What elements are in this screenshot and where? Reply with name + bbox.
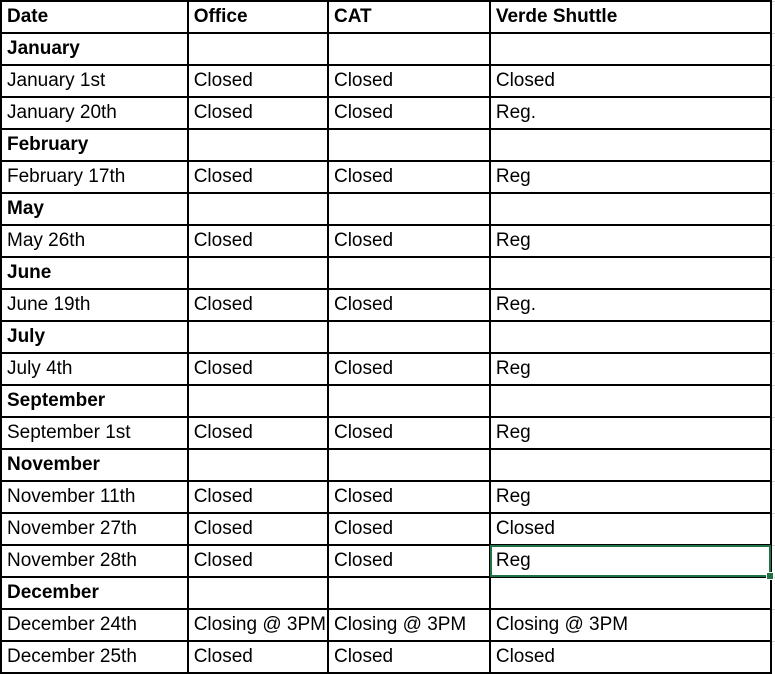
cell-verde[interactable] — [490, 321, 771, 353]
cell-date[interactable]: December — [1, 577, 188, 609]
cell-verde[interactable] — [490, 33, 771, 65]
cell-office[interactable]: Closed — [188, 481, 328, 513]
cell-office[interactable]: Closed — [188, 545, 328, 577]
cell-office[interactable] — [188, 257, 328, 289]
cell-cat[interactable]: Closed — [328, 353, 490, 385]
month-row — [1, 33, 775, 65]
cell-date[interactable]: November 27th — [1, 513, 188, 545]
cell-date[interactable]: September — [1, 385, 188, 417]
cell-verde[interactable]: Reg — [490, 481, 771, 513]
cell-date[interactable]: July — [1, 321, 188, 353]
cell-cat[interactable]: Closed — [328, 225, 490, 257]
cell-date[interactable]: May 26th — [1, 225, 188, 257]
table-row — [1, 513, 775, 545]
cell-date[interactable]: November — [1, 449, 188, 481]
cell-office[interactable]: Closed — [188, 641, 328, 673]
cell-verde[interactable] — [490, 129, 771, 161]
table-row — [1, 641, 775, 673]
cell-cat[interactable]: Closing @ 3PM — [328, 609, 490, 641]
gridline-stub — [771, 289, 775, 321]
gridline-stub — [771, 609, 775, 641]
gridline-stub — [771, 481, 775, 513]
cell-cat[interactable]: Closed — [328, 289, 490, 321]
gridline-stub — [771, 1, 775, 33]
cell-verde[interactable]: Reg — [490, 545, 771, 577]
cell-verde[interactable]: Reg — [490, 225, 771, 257]
cell-cat[interactable] — [328, 33, 490, 65]
cell-verde[interactable]: Reg. — [490, 289, 771, 321]
cell-verde[interactable]: Reg — [490, 161, 771, 193]
fill-handle[interactable] — [766, 572, 774, 580]
gridline-stub — [771, 225, 775, 257]
cell-cat[interactable] — [328, 321, 490, 353]
gridline-stub — [771, 97, 775, 129]
column-header-office[interactable]: Office — [188, 1, 328, 33]
gridline-stub — [771, 193, 775, 225]
cell-cat[interactable] — [328, 449, 490, 481]
cell-cat[interactable]: Closed — [328, 545, 490, 577]
column-header-verde[interactable]: Verde Shuttle — [490, 1, 771, 33]
cell-verde[interactable]: Closed — [490, 513, 771, 545]
table-row — [1, 353, 775, 385]
cell-date[interactable]: December 25th — [1, 641, 188, 673]
cell-verde[interactable]: Reg — [490, 417, 771, 449]
cell-office[interactable]: Closed — [188, 65, 328, 97]
cell-office[interactable] — [188, 33, 328, 65]
cell-verde[interactable] — [490, 385, 771, 417]
cell-date[interactable]: June — [1, 257, 188, 289]
cell-date[interactable]: December 24th — [1, 609, 188, 641]
cell-cat[interactable]: Closed — [328, 481, 490, 513]
month-row — [1, 577, 775, 609]
cell-date[interactable]: January 20th — [1, 97, 188, 129]
cell-verde[interactable] — [490, 193, 771, 225]
month-row — [1, 193, 775, 225]
cell-date[interactable]: November 28th — [1, 545, 188, 577]
cell-verde[interactable]: Reg — [490, 353, 771, 385]
table-row — [1, 225, 775, 257]
gridline-stub — [771, 161, 775, 193]
cell-office[interactable]: Closing @ 3PM — [188, 609, 328, 641]
month-row — [1, 129, 775, 161]
table-row — [1, 417, 775, 449]
cell-cat[interactable]: Closed — [328, 161, 490, 193]
table-row — [1, 161, 775, 193]
cell-verde[interactable]: Reg. — [490, 97, 771, 129]
cell-office[interactable]: Closed — [188, 513, 328, 545]
gridline-stub — [771, 577, 775, 609]
cell-office[interactable]: Closed — [188, 289, 328, 321]
cell-date[interactable]: May — [1, 193, 188, 225]
cell-office[interactable]: Closed — [188, 225, 328, 257]
cell-cat[interactable]: Closed — [328, 417, 490, 449]
gridline-stub — [771, 513, 775, 545]
month-row — [1, 385, 775, 417]
cell-verde[interactable]: Closing @ 3PM — [490, 609, 771, 641]
cell-cat[interactable] — [328, 129, 490, 161]
cell-office[interactable]: Closed — [188, 417, 328, 449]
cell-cat[interactable]: Closed — [328, 97, 490, 129]
cell-date[interactable]: February 17th — [1, 161, 188, 193]
cell-verde[interactable]: Closed — [490, 641, 771, 673]
month-row — [1, 321, 775, 353]
gridline-stub — [771, 33, 775, 65]
cell-cat[interactable]: Closed — [328, 513, 490, 545]
cell-cat[interactable] — [328, 257, 490, 289]
month-row — [1, 449, 775, 481]
table-row — [1, 481, 775, 513]
cell-office[interactable] — [188, 577, 328, 609]
cell-date[interactable]: June 19th — [1, 289, 188, 321]
table-row — [1, 289, 775, 321]
gridline-stub — [771, 65, 775, 97]
table-row — [1, 97, 775, 129]
cell-cat[interactable] — [328, 385, 490, 417]
table-row — [1, 609, 775, 641]
cell-cat[interactable] — [328, 193, 490, 225]
gridline-stub — [771, 321, 775, 353]
column-header-cat[interactable]: CAT — [328, 1, 490, 33]
cell-date[interactable]: January — [1, 33, 188, 65]
column-header-date[interactable]: Date — [1, 1, 188, 33]
cell-office[interactable]: Closed — [188, 353, 328, 385]
cell-office[interactable]: Closed — [188, 97, 328, 129]
header-row — [1, 1, 775, 33]
gridline-stub — [771, 353, 775, 385]
cell-office[interactable] — [188, 321, 328, 353]
cell-office[interactable] — [188, 385, 328, 417]
cell-verde[interactable] — [490, 577, 771, 609]
cell-date[interactable]: February — [1, 129, 188, 161]
gridline-stub — [771, 641, 775, 673]
gridline-stub — [771, 449, 775, 481]
cell-cat[interactable]: Closed — [328, 65, 490, 97]
table-row — [1, 65, 775, 97]
gridline-stub — [771, 417, 775, 449]
selection-border — [490, 545, 771, 577]
cell-verde[interactable] — [490, 449, 771, 481]
cell-cat[interactable] — [328, 577, 490, 609]
cell-office[interactable] — [188, 449, 328, 481]
cell-date[interactable]: July 4th — [1, 353, 188, 385]
cell-date[interactable]: November 11th — [1, 481, 188, 513]
cell-office[interactable] — [188, 129, 328, 161]
gridline-stub — [771, 385, 775, 417]
cell-verde[interactable]: Closed — [490, 65, 771, 97]
cell-date[interactable]: January 1st — [1, 65, 188, 97]
gridline-stub — [771, 129, 775, 161]
table-row — [1, 545, 775, 577]
cell-cat[interactable]: Closed — [328, 641, 490, 673]
month-row — [1, 257, 775, 289]
cell-office[interactable]: Closed — [188, 161, 328, 193]
cell-verde[interactable] — [490, 257, 771, 289]
cell-office[interactable] — [188, 193, 328, 225]
gridline-stub — [771, 257, 775, 289]
cell-date[interactable]: September 1st — [1, 417, 188, 449]
